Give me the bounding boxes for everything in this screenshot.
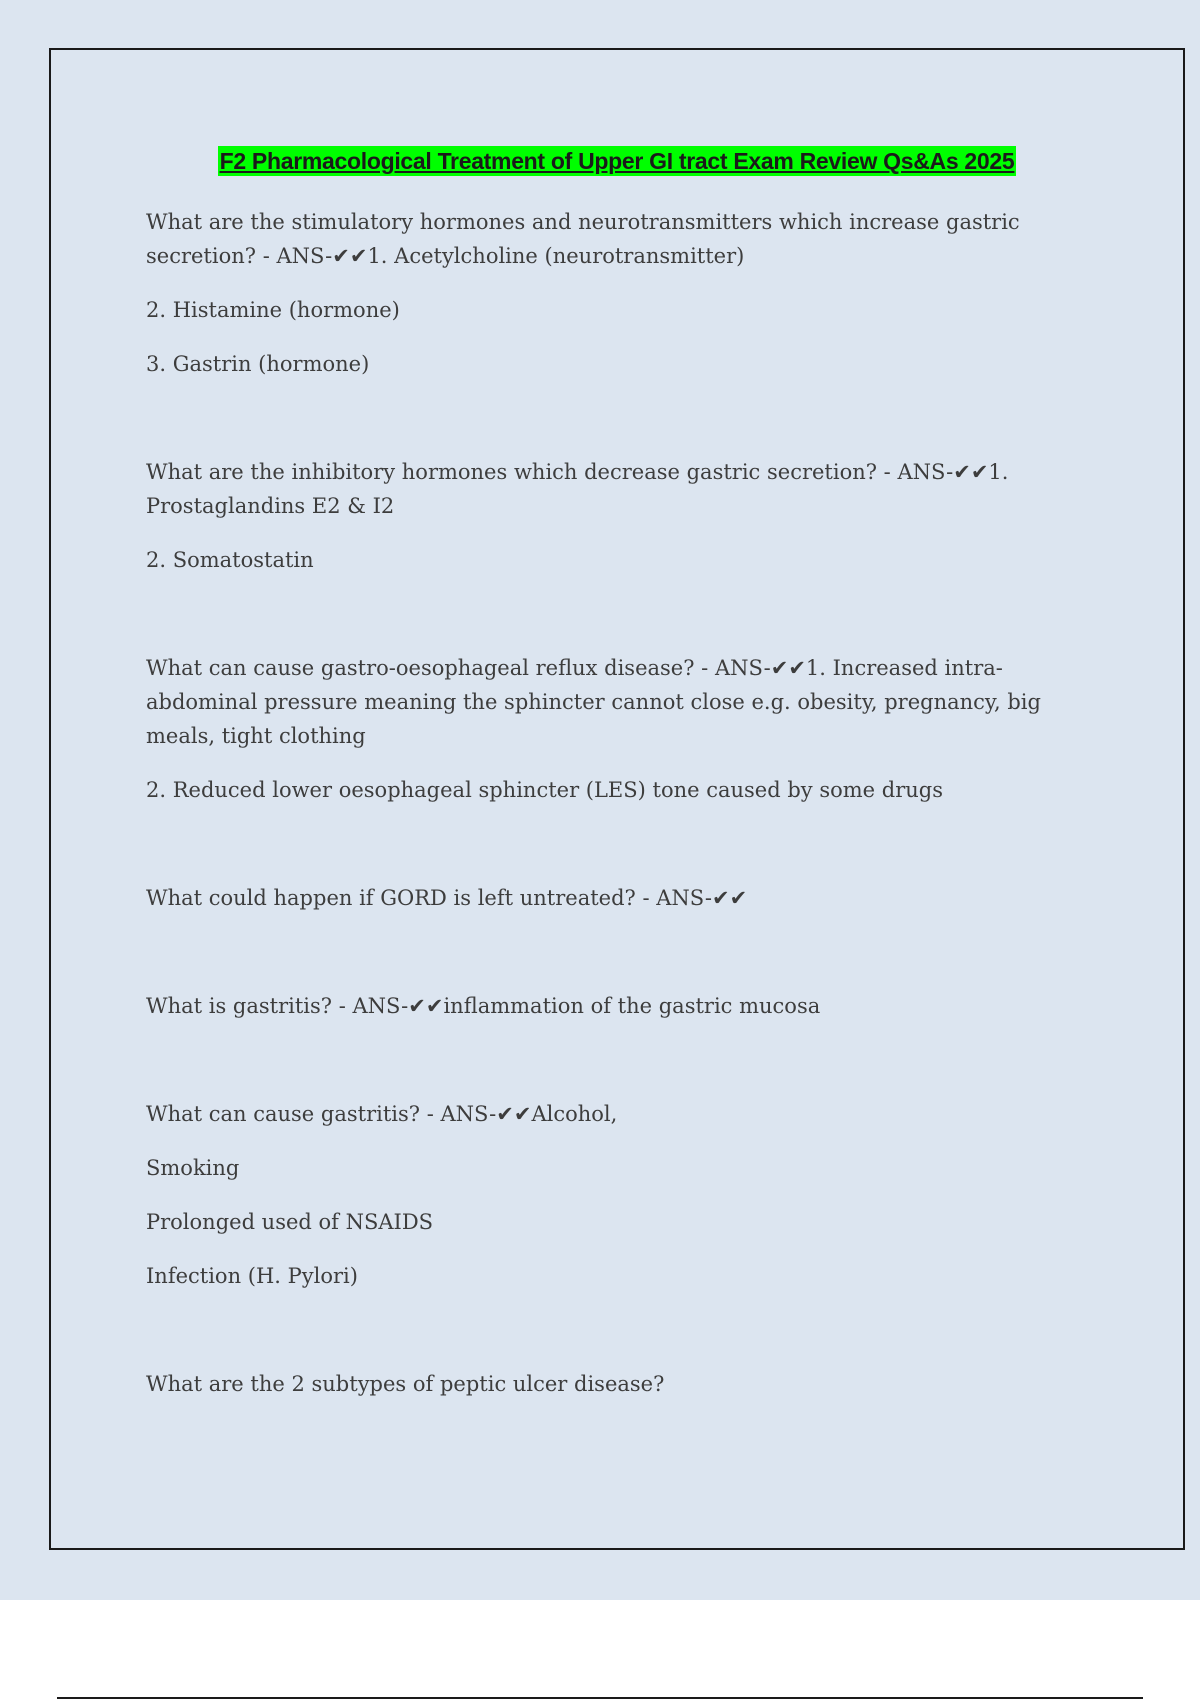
section-gap bbox=[146, 597, 1086, 651]
qa-paragraph: What is gastritis? - ANS-✔✔inflammation of the gastric mucosa bbox=[146, 994, 821, 1018]
qa-paragraph: What are the inhibitory hormones which decrease gastric secretion? - ANS-✔✔1. Prostaglandins E2 & I2 bbox=[146, 460, 1009, 518]
qa-paragraph: Infection (H. Pylori) bbox=[146, 1264, 358, 1288]
section-gap bbox=[146, 935, 1086, 989]
section-gap bbox=[146, 827, 1086, 881]
qa-paragraph: Smoking bbox=[146, 1156, 240, 1180]
qa-paragraph: What could happen if GORD is left untreated? - ANS-✔✔ bbox=[146, 886, 748, 910]
qa-paragraph: 2. Somatostatin bbox=[146, 548, 314, 572]
document-body bbox=[146, 205, 1086, 1421]
section-gap bbox=[146, 401, 1086, 455]
section-gap bbox=[146, 1313, 1086, 1367]
title-container bbox=[0, 146, 1200, 176]
qa-paragraph: 2. Histamine (hormone) bbox=[146, 298, 400, 322]
qa-paragraph: What can cause gastritis? - ANS-✔✔Alcohol, bbox=[146, 1102, 618, 1126]
qa-paragraph: What are the stimulatory hormones and neurotransmitters which increase gastric secretion? - ANS-✔✔1. Acetylcholine (neurotransmitter) bbox=[146, 210, 1020, 268]
section-gap bbox=[146, 1043, 1086, 1097]
qa-paragraph: What are the 2 subtypes of peptic ulcer disease? bbox=[146, 1372, 665, 1396]
qa-paragraph: Prolonged used of NSAIDS bbox=[146, 1210, 434, 1234]
qa-paragraph: What can cause gastro-oesophageal reflux disease? - ANS-✔✔1. Increased intra-abdominal pressure meaning the sphincter cannot close e.g. obesity, pregnancy, big meals, tight clothing bbox=[146, 656, 1041, 748]
footer-rule bbox=[57, 1697, 1143, 1699]
qa-paragraph: 2. Reduced lower oesophageal sphincter (LES) tone caused by some drugs bbox=[146, 778, 943, 802]
qa-paragraph: 3. Gastrin (hormone) bbox=[146, 352, 370, 376]
document-title: F2 Pharmacological Treatment of Upper GI tract Exam Review Qs&As 2025 bbox=[219, 148, 1015, 174]
